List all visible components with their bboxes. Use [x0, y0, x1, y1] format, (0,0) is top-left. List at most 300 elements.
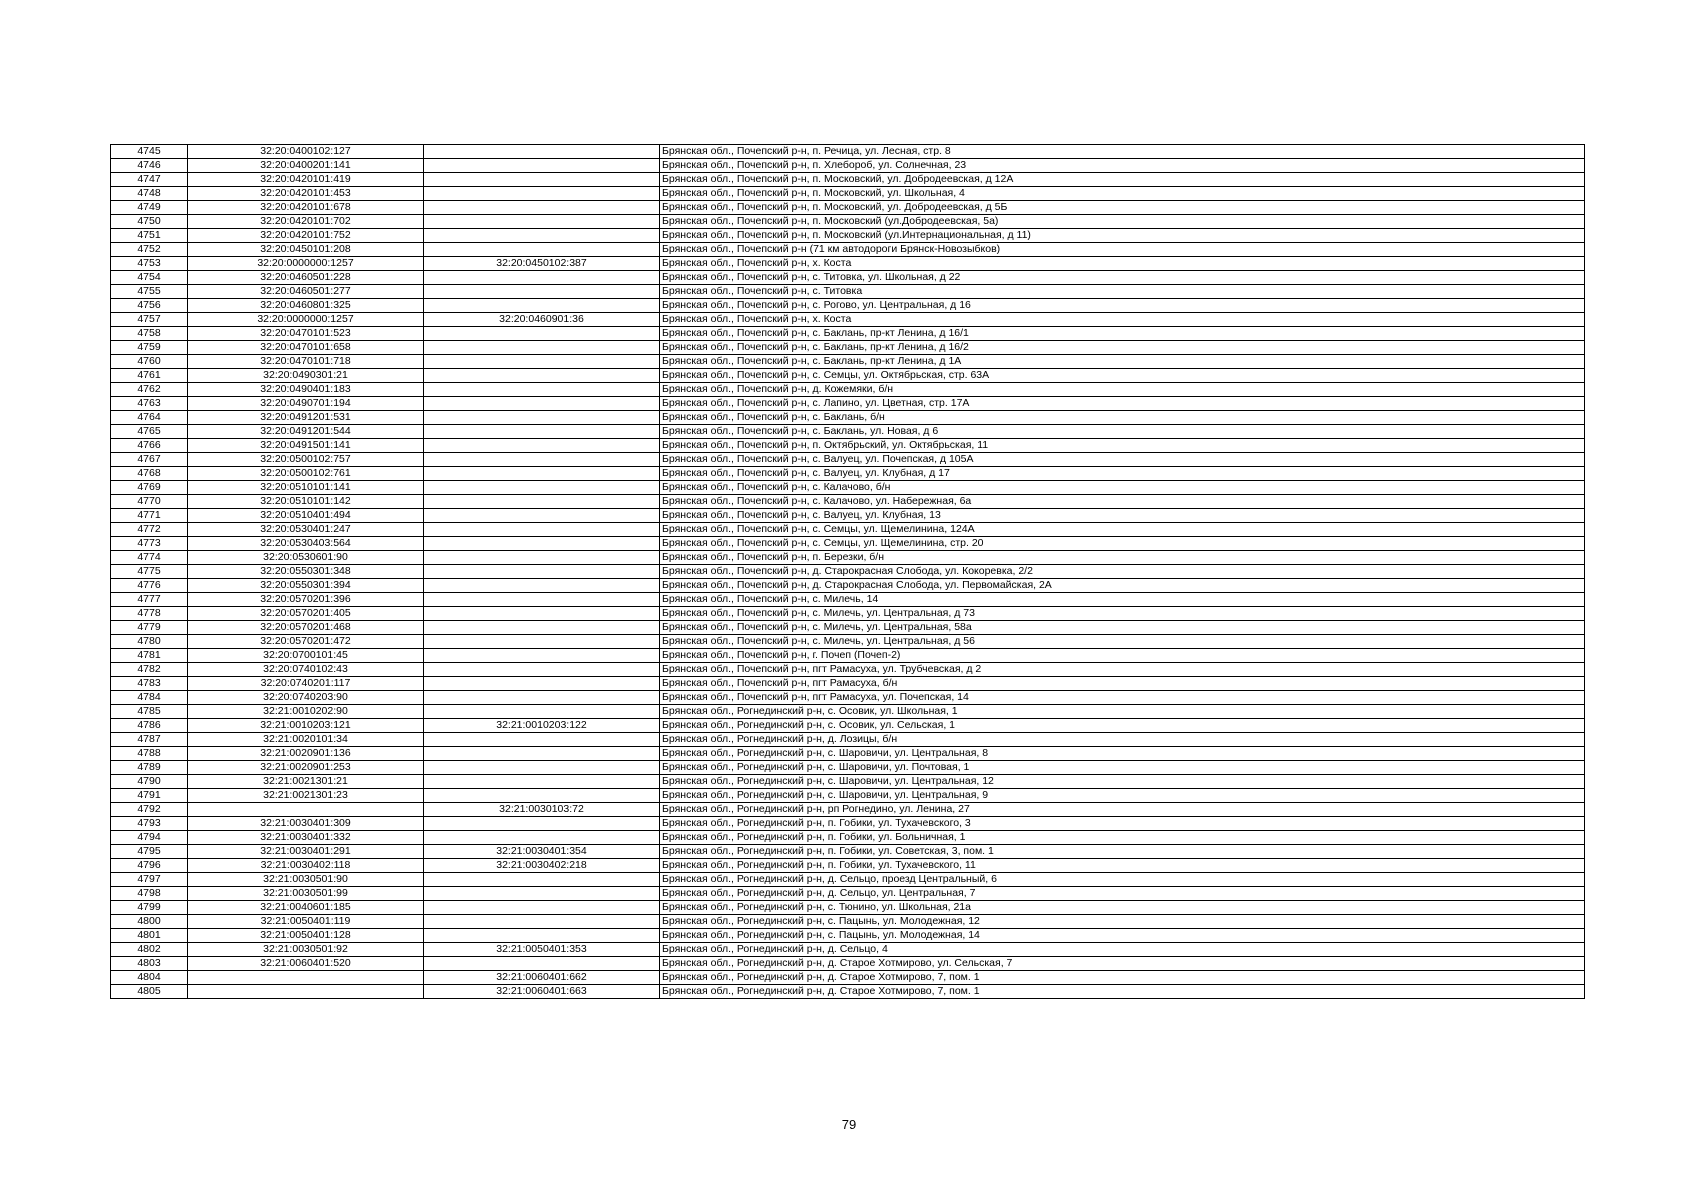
- cadastral-number-cell: 32:21:0030401:291: [188, 845, 424, 859]
- cadastral-number-cell: 32:20:0470101:523: [188, 327, 424, 341]
- row-number-cell: 4754: [111, 271, 188, 285]
- row-number-cell: 4762: [111, 383, 188, 397]
- cadastral-number-cell: 32:20:0510401:494: [188, 509, 424, 523]
- table-row: [111, 803, 1585, 817]
- related-cadastral-number-cell: 32:21:0030401:354: [424, 845, 660, 859]
- related-cadastral-number-cell: [424, 523, 660, 537]
- row-number-cell: 4784: [111, 691, 188, 705]
- related-cadastral-number-cell: [424, 635, 660, 649]
- address-cell: Брянская обл., Почепский р-н, пгт Рамасуха, ул. Почепская, 14: [660, 691, 1585, 705]
- address-cell: Брянская обл., Почепский р-н, с. Рогово, ул. Центральная, д 16: [660, 299, 1585, 313]
- cadastral-number-cell: 32:20:0570201:468: [188, 621, 424, 635]
- address-cell: Брянская обл., Почепский р-н, с. Баклань, пр-кт Ленина, д 1А: [660, 355, 1585, 369]
- related-cadastral-number-cell: [424, 565, 660, 579]
- row-number-cell: 4751: [111, 229, 188, 243]
- table-row: [111, 943, 1585, 957]
- table-row: [111, 957, 1585, 971]
- related-cadastral-number-cell: 32:20:0450102:387: [424, 257, 660, 271]
- related-cadastral-number-cell: [424, 509, 660, 523]
- cadastral-number-cell: 32:20:0530401:247: [188, 523, 424, 537]
- related-cadastral-number-cell: [424, 229, 660, 243]
- address-cell: Брянская обл., Почепский р-н, пгт Рамасуха, б/н: [660, 677, 1585, 691]
- row-number-cell: 4767: [111, 453, 188, 467]
- address-cell: Брянская обл., Почепский р-н, с. Баклань, пр-кт Ленина, д 16/2: [660, 341, 1585, 355]
- table-row: [111, 971, 1585, 985]
- table-row: [111, 355, 1585, 369]
- address-cell: Брянская обл., Рогнединский р-н, д. Лозицы, б/н: [660, 733, 1585, 747]
- address-cell: Брянская обл., Почепский р-н, с. Калачово, б/н: [660, 481, 1585, 495]
- related-cadastral-number-cell: [424, 285, 660, 299]
- address-cell: Брянская обл., Почепский р-н, с. Семцы, ул. Щемелинина, стр. 20: [660, 537, 1585, 551]
- table-row: [111, 537, 1585, 551]
- address-cell: Брянская обл., Почепский р-н, с. Милечь, ул. Центральная, д 73: [660, 607, 1585, 621]
- row-number-cell: 4747: [111, 173, 188, 187]
- related-cadastral-number-cell: [424, 551, 660, 565]
- address-cell: Брянская обл., Рогнединский р-н, д. Старое Хотмирово, 7, пом. 1: [660, 985, 1585, 999]
- table-row: [111, 579, 1585, 593]
- table-row: [111, 327, 1585, 341]
- related-cadastral-number-cell: 32:21:0060401:663: [424, 985, 660, 999]
- cadastral-number-cell: 32:20:0420101:752: [188, 229, 424, 243]
- cadastral-number-cell: 32:20:0550301:394: [188, 579, 424, 593]
- address-cell: Брянская обл., Рогнединский р-н, с. Тюнино, ул. Школьная, 21а: [660, 901, 1585, 915]
- cadastral-number-cell: 32:20:0420101:419: [188, 173, 424, 187]
- cadastral-number-cell: 32:20:0460501:277: [188, 285, 424, 299]
- cadastral-number-cell: [188, 803, 424, 817]
- table-row: [111, 817, 1585, 831]
- row-number-cell: 4776: [111, 579, 188, 593]
- related-cadastral-number-cell: [424, 215, 660, 229]
- cadastral-number-cell: 32:20:0500102:761: [188, 467, 424, 481]
- related-cadastral-number-cell: [424, 873, 660, 887]
- address-cell: Брянская обл., Почепский р-н, с. Титовка, ул. Школьная, д 22: [660, 271, 1585, 285]
- row-number-cell: 4783: [111, 677, 188, 691]
- related-cadastral-number-cell: [424, 145, 660, 159]
- row-number-cell: 4790: [111, 775, 188, 789]
- table-row: [111, 663, 1585, 677]
- cadastral-number-cell: 32:20:0420101:453: [188, 187, 424, 201]
- row-number-cell: 4774: [111, 551, 188, 565]
- cadastral-number-cell: 32:20:0420101:702: [188, 215, 424, 229]
- table-row: [111, 901, 1585, 915]
- table-row: [111, 887, 1585, 901]
- row-number-cell: 4786: [111, 719, 188, 733]
- row-number-cell: 4745: [111, 145, 188, 159]
- table-row: [111, 341, 1585, 355]
- row-number-cell: 4755: [111, 285, 188, 299]
- table-row: [111, 985, 1585, 999]
- address-cell: Брянская обл., Почепский р-н, х. Коста: [660, 313, 1585, 327]
- table-row: [111, 929, 1585, 943]
- cadastral-number-cell: 32:21:0030501:90: [188, 873, 424, 887]
- address-cell: Брянская обл., Почепский р-н, х. Коста: [660, 257, 1585, 271]
- row-number-cell: 4758: [111, 327, 188, 341]
- address-cell: Брянская обл., Почепский р-н, с. Семцы, ул. Щемелинина, 124А: [660, 523, 1585, 537]
- table-row: [111, 719, 1585, 733]
- address-cell: Брянская обл., Рогнединский р-н, с. Шаровичи, ул. Центральная, 8: [660, 747, 1585, 761]
- cadastral-number-cell: 32:20:0700101:45: [188, 649, 424, 663]
- table-row: [111, 607, 1585, 621]
- row-number-cell: 4805: [111, 985, 188, 999]
- address-cell: Брянская обл., Рогнединский р-н, д. Сельцо, 4: [660, 943, 1585, 957]
- row-number-cell: 4782: [111, 663, 188, 677]
- cadastral-number-cell: 32:21:0030401:332: [188, 831, 424, 845]
- related-cadastral-number-cell: [424, 621, 660, 635]
- address-cell: Брянская обл., Рогнединский р-н, с. Шаровичи, ул. Почтовая, 1: [660, 761, 1585, 775]
- row-number-cell: 4778: [111, 607, 188, 621]
- cadastral-number-cell: 32:20:0500102:757: [188, 453, 424, 467]
- cadastral-number-cell: 32:21:0050401:128: [188, 929, 424, 943]
- table-row: [111, 649, 1585, 663]
- related-cadastral-number-cell: [424, 495, 660, 509]
- related-cadastral-number-cell: [424, 299, 660, 313]
- cadastral-number-cell: 32:21:0030501:99: [188, 887, 424, 901]
- related-cadastral-number-cell: [424, 789, 660, 803]
- row-number-cell: 4801: [111, 929, 188, 943]
- cadastral-number-cell: 32:21:0010202:90: [188, 705, 424, 719]
- row-number-cell: 4785: [111, 705, 188, 719]
- cadastral-number-cell: 32:20:0570201:396: [188, 593, 424, 607]
- row-number-cell: 4795: [111, 845, 188, 859]
- row-number-cell: 4773: [111, 537, 188, 551]
- related-cadastral-number-cell: [424, 761, 660, 775]
- address-cell: Брянская обл., Рогнединский р-н, п. Гобики, ул. Советская, 3, пом. 1: [660, 845, 1585, 859]
- table-row: [111, 621, 1585, 635]
- related-cadastral-number-cell: [424, 439, 660, 453]
- address-cell: Брянская обл., Почепский р-н (71 км автодороги Брянск-Новозыбков): [660, 243, 1585, 257]
- cadastral-number-cell: 32:20:0530601:90: [188, 551, 424, 565]
- table-row: [111, 761, 1585, 775]
- address-cell: Брянская обл., Почепский р-н, д. Старокрасная Слобода, ул. Первомайская, 2А: [660, 579, 1585, 593]
- table-row: [111, 439, 1585, 453]
- related-cadastral-number-cell: [424, 957, 660, 971]
- table-row: [111, 201, 1585, 215]
- address-cell: Брянская обл., Почепский р-н, п. Московский, ул. Школьная, 4: [660, 187, 1585, 201]
- row-number-cell: 4750: [111, 215, 188, 229]
- table-row: [111, 789, 1585, 803]
- table-row: [111, 873, 1585, 887]
- row-number-cell: 4775: [111, 565, 188, 579]
- cadastral-number-cell: 32:20:0510101:141: [188, 481, 424, 495]
- related-cadastral-number-cell: [424, 775, 660, 789]
- related-cadastral-number-cell: [424, 691, 660, 705]
- address-cell: Брянская обл., Рогнединский р-н, д. Старое Хотмирово, ул. Сельская, 7: [660, 957, 1585, 971]
- row-number-cell: 4803: [111, 957, 188, 971]
- related-cadastral-number-cell: [424, 579, 660, 593]
- address-cell: Брянская обл., Почепский р-н, п. Московский, ул. Добродеевская, д 5Б: [660, 201, 1585, 215]
- address-cell: Брянская обл., Почепский р-н, с. Милечь, ул. Центральная, 58а: [660, 621, 1585, 635]
- address-cell: Брянская обл., Рогнединский р-н, с. Шаровичи, ул. Центральная, 9: [660, 789, 1585, 803]
- related-cadastral-number-cell: [424, 341, 660, 355]
- related-cadastral-number-cell: [424, 201, 660, 215]
- cadastral-number-cell: 32:20:0490401:183: [188, 383, 424, 397]
- table-row: [111, 159, 1585, 173]
- row-number-cell: 4792: [111, 803, 188, 817]
- cadastral-number-cell: 32:21:0040601:185: [188, 901, 424, 915]
- row-number-cell: 4797: [111, 873, 188, 887]
- row-number-cell: 4769: [111, 481, 188, 495]
- table-row: [111, 551, 1585, 565]
- table-row: [111, 691, 1585, 705]
- cadastral-number-cell: 32:21:0030501:92: [188, 943, 424, 957]
- row-number-cell: 4802: [111, 943, 188, 957]
- cadastral-number-cell: 32:20:0740102:43: [188, 663, 424, 677]
- cadastral-number-cell: 32:20:0491201:531: [188, 411, 424, 425]
- cadastral-number-cell: 32:20:0490301:21: [188, 369, 424, 383]
- row-number-cell: 4794: [111, 831, 188, 845]
- related-cadastral-number-cell: [424, 607, 660, 621]
- row-number-cell: 4764: [111, 411, 188, 425]
- row-number-cell: 4800: [111, 915, 188, 929]
- address-cell: Брянская обл., Почепский р-н, с. Баклань, б/н: [660, 411, 1585, 425]
- address-cell: Брянская обл., Почепский р-н, с. Семцы, ул. Октябрьская, стр. 63А: [660, 369, 1585, 383]
- table-row: [111, 635, 1585, 649]
- address-cell: Брянская обл., Почепский р-н, г. Почеп (Почеп-2): [660, 649, 1585, 663]
- row-number-cell: 4759: [111, 341, 188, 355]
- address-cell: Брянская обл., Почепский р-н, с. Титовка: [660, 285, 1585, 299]
- table-row: [111, 733, 1585, 747]
- address-cell: Брянская обл., Рогнединский р-н, п. Гобики, ул. Тухачевского, 11: [660, 859, 1585, 873]
- row-number-cell: 4804: [111, 971, 188, 985]
- related-cadastral-number-cell: 32:21:0060401:662: [424, 971, 660, 985]
- row-number-cell: 4756: [111, 299, 188, 313]
- related-cadastral-number-cell: 32:21:0010203:122: [424, 719, 660, 733]
- cadastral-number-cell: 32:20:0400201:141: [188, 159, 424, 173]
- address-cell: Брянская обл., Рогнединский р-н, д. Сельцо, проезд Центральный, 6: [660, 873, 1585, 887]
- table-row: [111, 411, 1585, 425]
- row-number-cell: 4779: [111, 621, 188, 635]
- table-row: [111, 509, 1585, 523]
- table-row: [111, 313, 1585, 327]
- cadastral-number-cell: 32:20:0510101:142: [188, 495, 424, 509]
- row-number-cell: 4789: [111, 761, 188, 775]
- table-row: [111, 299, 1585, 313]
- address-cell: Брянская обл., Рогнединский р-н, с. Осовик, ул. Школьная, 1: [660, 705, 1585, 719]
- related-cadastral-number-cell: [424, 327, 660, 341]
- cadastral-number-cell: 32:20:0460801:325: [188, 299, 424, 313]
- address-cell: Брянская обл., Почепский р-н, п. Березки, б/н: [660, 551, 1585, 565]
- related-cadastral-number-cell: [424, 929, 660, 943]
- table-row: [111, 187, 1585, 201]
- table-row: [111, 425, 1585, 439]
- related-cadastral-number-cell: [424, 243, 660, 257]
- related-cadastral-number-cell: [424, 159, 660, 173]
- address-cell: Брянская обл., Рогнединский р-н, рп Рогнедино, ул. Ленина, 27: [660, 803, 1585, 817]
- address-cell: Брянская обл., Почепский р-н, п. Московский, ул. Добродеевская, д 12А: [660, 173, 1585, 187]
- related-cadastral-number-cell: [424, 705, 660, 719]
- row-number-cell: 4746: [111, 159, 188, 173]
- related-cadastral-number-cell: [424, 831, 660, 845]
- related-cadastral-number-cell: [424, 733, 660, 747]
- address-cell: Брянская обл., Почепский р-н, п. Хлебороб, ул. Солнечная, 23: [660, 159, 1585, 173]
- related-cadastral-number-cell: [424, 915, 660, 929]
- related-cadastral-number-cell: 32:21:0050401:353: [424, 943, 660, 957]
- cadastral-number-cell: 32:20:0740201:117: [188, 677, 424, 691]
- address-cell: Брянская обл., Рогнединский р-н, д. Старое Хотмирово, 7, пом. 1: [660, 971, 1585, 985]
- table-row: [111, 257, 1585, 271]
- table-row: [111, 593, 1585, 607]
- related-cadastral-number-cell: [424, 397, 660, 411]
- related-cadastral-number-cell: [424, 747, 660, 761]
- row-number-cell: 4793: [111, 817, 188, 831]
- address-cell: Брянская обл., Почепский р-н, п. Московский (ул.Интернациональная, д 11): [660, 229, 1585, 243]
- cadastral-number-cell: 32:21:0030401:309: [188, 817, 424, 831]
- row-number-cell: 4791: [111, 789, 188, 803]
- related-cadastral-number-cell: [424, 355, 660, 369]
- cadastral-number-cell: 32:21:0020101:34: [188, 733, 424, 747]
- cadastral-number-cell: 32:21:0060401:520: [188, 957, 424, 971]
- page-number: 79: [841, 1117, 857, 1132]
- cadastral-number-cell: 32:20:0000000:1257: [188, 257, 424, 271]
- row-number-cell: 4787: [111, 733, 188, 747]
- property-register-table: [110, 144, 1585, 999]
- table-row: [111, 831, 1585, 845]
- address-cell: Брянская обл., Почепский р-н, п. Речица, ул. Лесная, стр. 8: [660, 145, 1585, 159]
- cadastral-number-cell: 32:21:0021301:21: [188, 775, 424, 789]
- row-number-cell: 4799: [111, 901, 188, 915]
- table-row: [111, 145, 1585, 159]
- related-cadastral-number-cell: [424, 369, 660, 383]
- address-cell: Брянская обл., Почепский р-н, д. Старокрасная Слобода, ул. Кокоревка, 2/2: [660, 565, 1585, 579]
- address-cell: Брянская обл., Рогнединский р-н, с. Шаровичи, ул. Центральная, 12: [660, 775, 1585, 789]
- related-cadastral-number-cell: [424, 663, 660, 677]
- row-number-cell: 4760: [111, 355, 188, 369]
- related-cadastral-number-cell: [424, 593, 660, 607]
- cadastral-number-cell: 32:20:0550301:348: [188, 565, 424, 579]
- row-number-cell: 4753: [111, 257, 188, 271]
- table-row: [111, 747, 1585, 761]
- cadastral-number-cell: 32:20:0450101:208: [188, 243, 424, 257]
- address-cell: Брянская обл., Рогнединский р-н, п. Гобики, ул. Больничная, 1: [660, 831, 1585, 845]
- row-number-cell: 4772: [111, 523, 188, 537]
- row-number-cell: 4780: [111, 635, 188, 649]
- related-cadastral-number-cell: [424, 901, 660, 915]
- cadastral-number-cell: [188, 985, 424, 999]
- related-cadastral-number-cell: 32:20:0460901:36: [424, 313, 660, 327]
- address-cell: Брянская обл., Рогнединский р-н, с. Пацынь, ул. Молодежная, 14: [660, 929, 1585, 943]
- row-number-cell: 4749: [111, 201, 188, 215]
- address-cell: Брянская обл., Почепский р-н, д. Кожемяки, б/н: [660, 383, 1585, 397]
- table-row: [111, 705, 1585, 719]
- table-row: [111, 243, 1585, 257]
- address-cell: Брянская обл., Рогнединский р-н, п. Гобики, ул. Тухачевского, 3: [660, 817, 1585, 831]
- address-cell: Брянская обл., Почепский р-н, с. Баклань, пр-кт Ленина, д 16/1: [660, 327, 1585, 341]
- related-cadastral-number-cell: [424, 173, 660, 187]
- table-row: [111, 677, 1585, 691]
- cadastral-number-cell: 32:20:0570201:405: [188, 607, 424, 621]
- address-cell: Брянская обл., Рогнединский р-н, д. Сельцо, ул. Центральная, 7: [660, 887, 1585, 901]
- address-cell: Брянская обл., Почепский р-н, п. Октябрьский, ул. Октябрьская, 11: [660, 439, 1585, 453]
- table-row: [111, 565, 1585, 579]
- row-number-cell: 4763: [111, 397, 188, 411]
- related-cadastral-number-cell: [424, 887, 660, 901]
- table-row: [111, 271, 1585, 285]
- address-cell: Брянская обл., Почепский р-н, с. Валуец, ул. Клубная, д 17: [660, 467, 1585, 481]
- cadastral-number-cell: 32:20:0400102:127: [188, 145, 424, 159]
- cadastral-number-cell: 32:20:0420101:678: [188, 201, 424, 215]
- address-cell: Брянская обл., Почепский р-н, пгт Рамасуха, ул. Трубчевская, д 2: [660, 663, 1585, 677]
- address-cell: Брянская обл., Почепский р-н, с. Милечь, 14: [660, 593, 1585, 607]
- row-number-cell: 4757: [111, 313, 188, 327]
- cadastral-number-cell: 32:21:0020901:253: [188, 761, 424, 775]
- cadastral-number-cell: 32:20:0470101:718: [188, 355, 424, 369]
- table-row: [111, 229, 1585, 243]
- table-row: [111, 173, 1585, 187]
- table-row: [111, 523, 1585, 537]
- related-cadastral-number-cell: [424, 425, 660, 439]
- table-row: [111, 859, 1585, 873]
- table-row: [111, 775, 1585, 789]
- row-number-cell: 4748: [111, 187, 188, 201]
- cadastral-number-cell: 32:20:0491201:544: [188, 425, 424, 439]
- cadastral-number-cell: 32:20:0740203:90: [188, 691, 424, 705]
- row-number-cell: 4788: [111, 747, 188, 761]
- related-cadastral-number-cell: [424, 271, 660, 285]
- address-cell: Брянская обл., Рогнединский р-н, с. Пацынь, ул. Молодежная, 12: [660, 915, 1585, 929]
- cadastral-number-cell: 32:21:0030402:118: [188, 859, 424, 873]
- cadastral-number-cell: 32:20:0530403:564: [188, 537, 424, 551]
- cadastral-number-cell: [188, 971, 424, 985]
- row-number-cell: 4761: [111, 369, 188, 383]
- address-cell: Брянская обл., Почепский р-н, с. Лапино, ул. Цветная, стр. 17А: [660, 397, 1585, 411]
- related-cadastral-number-cell: [424, 817, 660, 831]
- cadastral-number-cell: 32:20:0470101:658: [188, 341, 424, 355]
- row-number-cell: 4781: [111, 649, 188, 663]
- cadastral-number-cell: 32:21:0020901:136: [188, 747, 424, 761]
- table-row: [111, 369, 1585, 383]
- table-row: [111, 285, 1585, 299]
- row-number-cell: 4752: [111, 243, 188, 257]
- related-cadastral-number-cell: [424, 537, 660, 551]
- table-row: [111, 383, 1585, 397]
- address-cell: Брянская обл., Почепский р-н, с. Баклань, ул. Новая, д 6: [660, 425, 1585, 439]
- table-row: [111, 215, 1585, 229]
- table-row: [111, 467, 1585, 481]
- table-row: [111, 397, 1585, 411]
- related-cadastral-number-cell: 32:21:0030103:72: [424, 803, 660, 817]
- cadastral-number-cell: 32:20:0460501:228: [188, 271, 424, 285]
- table-row: [111, 495, 1585, 509]
- row-number-cell: 4770: [111, 495, 188, 509]
- row-number-cell: 4796: [111, 859, 188, 873]
- row-number-cell: 4798: [111, 887, 188, 901]
- address-cell: Брянская обл., Почепский р-н, с. Милечь, ул. Центральная, д 56: [660, 635, 1585, 649]
- related-cadastral-number-cell: [424, 649, 660, 663]
- row-number-cell: 4766: [111, 439, 188, 453]
- cadastral-number-cell: 32:20:0490701:194: [188, 397, 424, 411]
- table-row: [111, 453, 1585, 467]
- related-cadastral-number-cell: [424, 467, 660, 481]
- cadastral-number-cell: 32:21:0021301:23: [188, 789, 424, 803]
- row-number-cell: 4765: [111, 425, 188, 439]
- row-number-cell: 4768: [111, 467, 188, 481]
- cadastral-number-cell: 32:20:0491501:141: [188, 439, 424, 453]
- row-number-cell: 4777: [111, 593, 188, 607]
- table-row: [111, 845, 1585, 859]
- address-cell: Брянская обл., Почепский р-н, с. Валуец, ул. Клубная, 13: [660, 509, 1585, 523]
- related-cadastral-number-cell: [424, 677, 660, 691]
- cadastral-number-cell: 32:20:0570201:472: [188, 635, 424, 649]
- cadastral-number-cell: 32:21:0010203:121: [188, 719, 424, 733]
- cadastral-number-cell: 32:21:0050401:119: [188, 915, 424, 929]
- related-cadastral-number-cell: [424, 411, 660, 425]
- cadastral-number-cell: 32:20:0000000:1257: [188, 313, 424, 327]
- related-cadastral-number-cell: [424, 187, 660, 201]
- related-cadastral-number-cell: [424, 453, 660, 467]
- row-number-cell: 4771: [111, 509, 188, 523]
- related-cadastral-number-cell: 32:21:0030402:218: [424, 859, 660, 873]
- address-cell: Брянская обл., Почепский р-н, с. Валуец, ул. Почепская, д 105А: [660, 453, 1585, 467]
